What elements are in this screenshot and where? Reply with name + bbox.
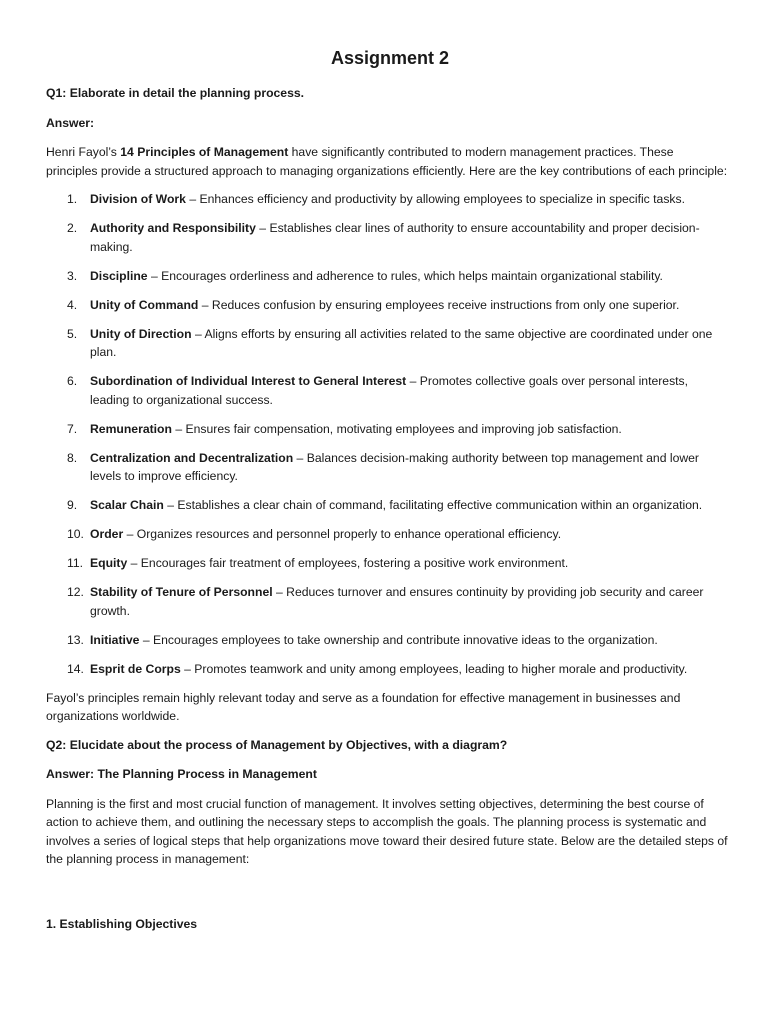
list-item-number: 1. bbox=[67, 192, 78, 206]
question-2: Q2: Elucidate about the process of Management by Objectives, with a diagram? bbox=[46, 737, 508, 752]
list-item-term: Division of Work bbox=[90, 192, 186, 206]
list-item bbox=[46, 420, 728, 439]
list-item-number: 7. bbox=[67, 421, 78, 436]
intro-text-after: have significantly contributed to modern management practices. These principles provide a structured approach to managing organizations efficiently. Here are the key contributions of each principle: bbox=[46, 145, 728, 178]
document-title: Assignment 2 bbox=[330, 48, 450, 68]
question-1: Q1: Elaborate in detail the planning process. bbox=[46, 86, 305, 100]
list-item-number: 8. bbox=[67, 450, 78, 465]
list-item-term: Remuneration bbox=[90, 421, 172, 436]
conclusion-paragraph: Fayol’s principles remain highly relevant today and serve as a foundation for effective management in businesses and organizations worldwide. bbox=[46, 690, 681, 723]
list-item-description: – Promotes collective goals over personal interests, leading to organizational success. bbox=[90, 374, 689, 407]
list-item-description: – Promotes teamwork and unity among employees, leading to higher morale and productivity. bbox=[180, 661, 688, 676]
list-item-number: 6. bbox=[67, 374, 78, 388]
list-item-term: Initiative bbox=[90, 632, 140, 647]
list-item bbox=[46, 325, 728, 362]
list-item-description: – Reduces confusion by ensuring employees receive instructions from only one superior. bbox=[198, 297, 680, 312]
list-item-number: 10. bbox=[67, 527, 84, 541]
list-item bbox=[46, 372, 728, 409]
list-item bbox=[46, 296, 728, 315]
section-heading-establishing-objectives: 1. Establishing Objectives bbox=[46, 916, 198, 931]
list-item-description: – Ensures fair compensation, motivating employees and improving job satisfaction. bbox=[171, 421, 622, 436]
list-item bbox=[46, 449, 728, 486]
list-item bbox=[46, 660, 728, 679]
list-item-term: Authority and Responsibility bbox=[90, 221, 256, 235]
list-item-number: 13. bbox=[67, 632, 84, 647]
list-item-number: 12. bbox=[67, 585, 84, 599]
list-item-number: 2. bbox=[67, 221, 78, 235]
list-item-number: 5. bbox=[67, 326, 78, 341]
list-item bbox=[46, 219, 728, 256]
list-item-number: 11. bbox=[67, 556, 84, 570]
list-item-term: Centralization and Decentralization bbox=[90, 450, 294, 465]
intro-paragraph bbox=[46, 143, 728, 180]
list-item-description: – Reduces turnover and ensures continuity by providing job security and career growth. bbox=[90, 585, 704, 618]
list-item bbox=[46, 583, 728, 620]
list-item-term: Order bbox=[90, 527, 124, 541]
blank-space bbox=[46, 879, 728, 915]
planning-paragraph: Planning is the first and most crucial function of management. It involves setting objectives, determining the best course of action to achieve them, and outlining the necessary steps to accomplish the goals. The planning process is systematic and involves a series of logical steps that help organizations move toward their desired future state. Below are the detailed steps of the planning process in management: bbox=[46, 796, 728, 866]
list-item bbox=[46, 267, 728, 286]
list-item bbox=[46, 496, 728, 515]
list-item bbox=[46, 554, 728, 573]
list-item-description: – Organizes resources and personnel properly to enhance operational efficiency. bbox=[123, 527, 562, 541]
list-item-description: – Encourages fair treatment of employees, fostering a positive work environment. bbox=[127, 556, 569, 570]
list-item-description: – Balances decision-making authority between top management and lower levels to improve efficiency. bbox=[90, 450, 699, 483]
list-item-description: – Encourages orderliness and adherence to rules, which helps maintain organizational stability. bbox=[147, 268, 663, 283]
list-item-term: Unity of Direction bbox=[90, 326, 192, 341]
list-item-term: Discipline bbox=[90, 268, 148, 283]
list-item-number: 9. bbox=[67, 498, 78, 512]
list-item-description: – Aligns efforts by ensuring all activities related to the same objective are coordinated under one plan. bbox=[90, 326, 713, 359]
list-item-term: Esprit de Corps bbox=[90, 661, 181, 676]
intro-text-before: Henri Fayol’s bbox=[46, 145, 121, 159]
principles-list bbox=[46, 190, 728, 678]
list-item-term: Stability of Tenure of Personnel bbox=[90, 585, 273, 599]
list-item-number: 14. bbox=[67, 661, 84, 676]
list-item-term: Scalar Chain bbox=[90, 498, 164, 512]
list-item bbox=[46, 190, 728, 209]
list-item-description: – Establishes clear lines of authority to ensure accountability and proper decision-making. bbox=[90, 221, 700, 254]
list-item-description: – Encourages employees to take ownership and contribute innovative ideas to the organization. bbox=[139, 632, 658, 647]
list-item bbox=[46, 525, 728, 544]
list-item-number: 4. bbox=[67, 297, 78, 312]
answer-label: Answer: bbox=[46, 115, 95, 130]
list-item-number: 3. bbox=[67, 268, 78, 283]
list-item-term: Unity of Command bbox=[90, 297, 199, 312]
list-item-description: – Enhances efficiency and productivity by allowing employees to specialize in specific tasks. bbox=[185, 192, 685, 206]
intro-text-bold: 14 Principles of Management bbox=[120, 145, 289, 159]
answer-heading: Answer: The Planning Process in Management bbox=[46, 767, 317, 781]
list-item-description: – Establishes a clear chain of command, facilitating effective communication within an organization. bbox=[163, 498, 703, 512]
list-item-term: Equity bbox=[90, 556, 128, 570]
list-item-term: Subordination of Individual Interest to General Interest bbox=[90, 374, 407, 388]
list-item bbox=[46, 631, 728, 650]
